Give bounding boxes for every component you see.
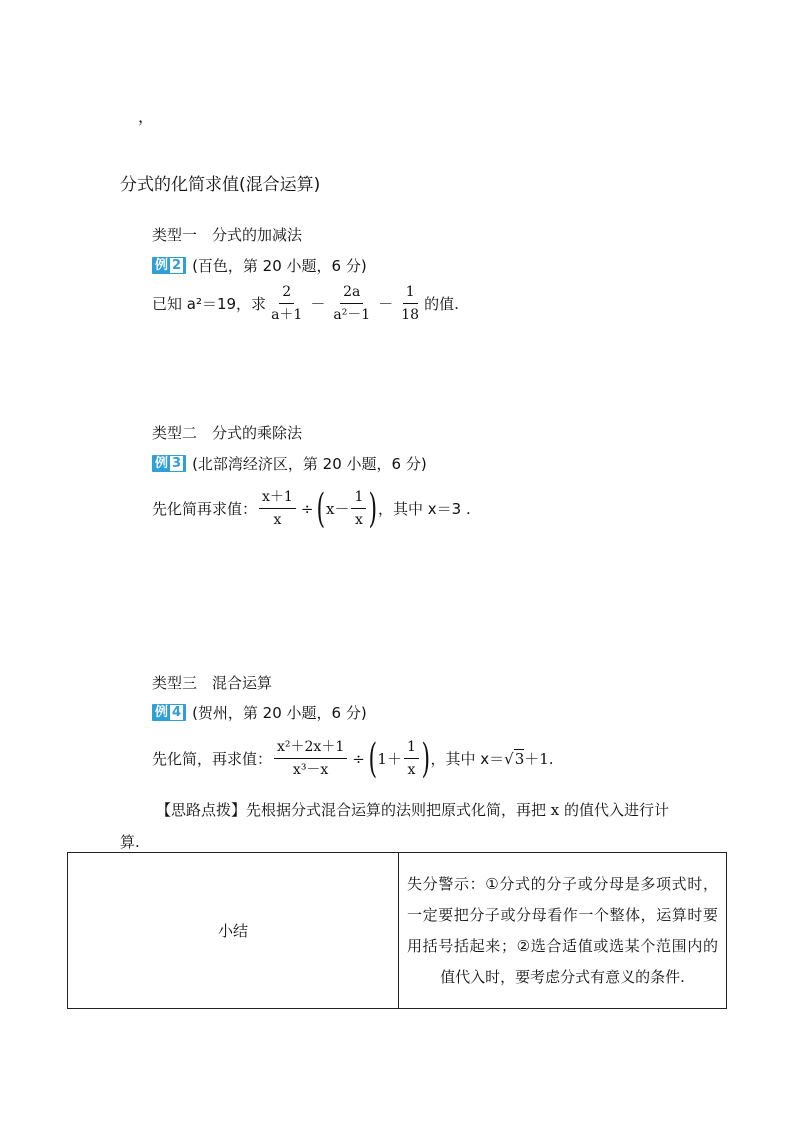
example-2-header xyxy=(152,255,367,276)
right-paren: ) xyxy=(421,735,430,782)
hint-text: 【思路点拨】先根据分式混合运算的法则把原式化简，再把 x 的值代入进行计算. xyxy=(120,801,669,851)
math-term: 1＋ xyxy=(377,750,402,768)
question-text: ＋1. xyxy=(524,750,554,768)
question-text: 的值. xyxy=(424,295,459,313)
section-title: 分式的化简求值(混合运算) xyxy=(120,175,321,195)
minus-sign: － xyxy=(378,295,394,313)
example-3-badge: 例 3 xyxy=(152,455,186,472)
example-4-source: (贺州，第 20 小题，6 分) xyxy=(192,704,367,722)
question-text: ，其中 x＝3 . xyxy=(378,500,471,518)
error-warning: 失分警示：①分式的分子或分母是多项式时，一定要把分子或分母看作一个整体，运算时要用括号括起来；②选合适值或选某个范围内的值代入时，要考虑分式有意义的条件. xyxy=(399,853,727,1009)
example-3-source: (北部湾经济区，第 20 小题，6 分) xyxy=(192,455,427,473)
left-paren: ( xyxy=(368,735,377,782)
type-one-heading: 类型一 分式的加减法 xyxy=(152,226,303,244)
type-three-heading: 类型三 混合运算 xyxy=(152,674,273,692)
fraction: $\frac{2a}{\text{a²－1}}$ xyxy=(333,284,371,323)
example-4-badge: 例 4 xyxy=(152,704,186,721)
minus-sign: － xyxy=(310,295,326,313)
summary-label: 小结 xyxy=(68,853,399,1009)
stray-comma: ， xyxy=(138,107,155,126)
fraction: $\frac{1}{x}$ xyxy=(404,738,419,779)
right-paren: ) xyxy=(368,485,378,532)
question-text: 先化简再求值： xyxy=(152,500,258,518)
example-2-badge: 例 2 xyxy=(152,257,186,274)
square-root: √3 xyxy=(504,749,525,768)
question-text: 已知 a²＝19，求 xyxy=(152,295,267,313)
divide-sign: ÷ xyxy=(352,749,365,768)
example-4-header xyxy=(152,702,367,723)
question-text: ，其中 x＝ xyxy=(430,750,505,768)
example-4-question xyxy=(152,735,554,782)
summary-table xyxy=(67,852,727,1009)
example-3-question xyxy=(152,485,471,532)
question-text: 先化简，再求值： xyxy=(152,750,273,768)
hint-paragraph xyxy=(120,794,680,858)
type-two-heading: 类型二 分式的乘除法 xyxy=(152,424,303,442)
left-paren: ( xyxy=(316,485,326,532)
fraction: $\frac{1}{18}$ xyxy=(401,284,420,323)
divide-sign: ÷ xyxy=(300,499,314,518)
fraction: $\frac{x+1}{x}$ xyxy=(259,488,296,529)
math-term: x－ xyxy=(326,500,350,518)
example-2-source: (百色，第 20 小题，6 分) xyxy=(192,257,367,275)
fraction: $\frac{1}{x}$ xyxy=(351,488,366,529)
example-2-question xyxy=(152,283,459,324)
fraction: $\frac{\text{x²＋2x＋1}}{\text{x³－x}}$ xyxy=(274,738,347,779)
fraction: $\frac{2}{a+1}$ xyxy=(271,284,303,323)
example-3-header xyxy=(152,453,427,474)
